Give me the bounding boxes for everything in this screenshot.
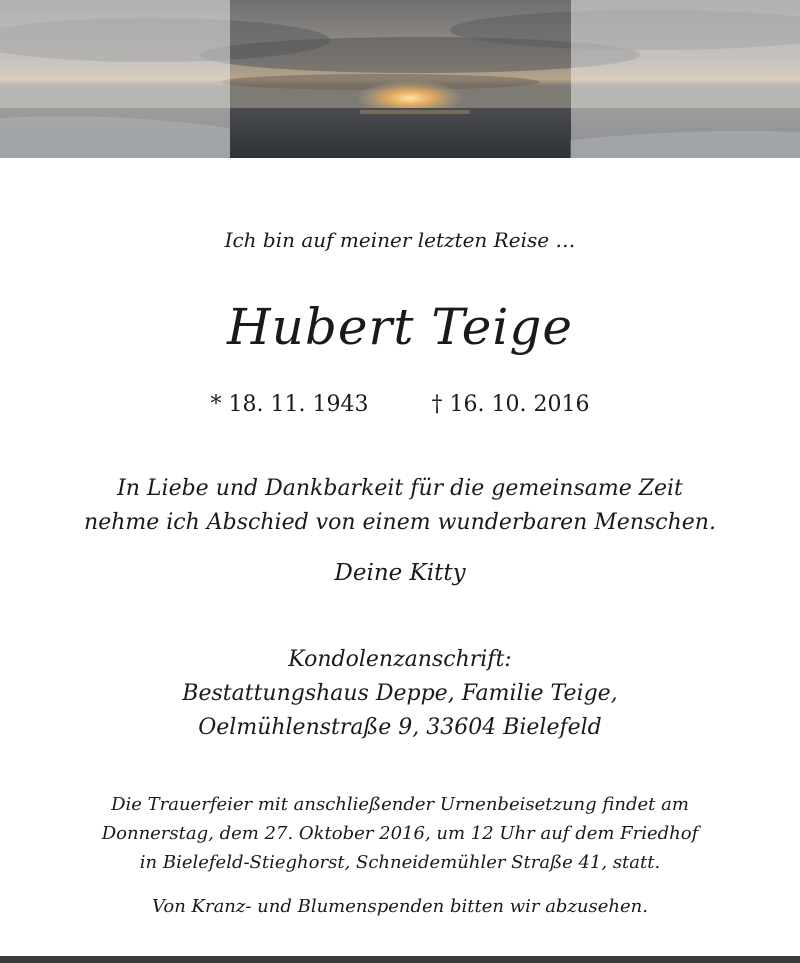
dedication-text: [0, 472, 800, 540]
signature: Deine Kitty: [334, 560, 466, 586]
condolence-address: [0, 643, 800, 745]
sunset-banner-image: [0, 0, 800, 158]
dedication-line: nehme ich Abschied von einem wunderbaren Menschen.: [84, 510, 716, 535]
banner-right-fade: [571, 0, 800, 158]
deceased-name: Hubert Teige: [227, 298, 573, 356]
banner-left-fade: [0, 0, 230, 158]
funeral-line: Die Trauerfeier mit anschließender Urnenbeisetzung findet am: [111, 794, 689, 815]
condolence-line: Bestattungshaus Deppe, Familie Teige,: [182, 681, 618, 706]
funeral-line: in Bielefeld-Stieghorst, Schneidemühler Straße 41, statt.: [139, 852, 661, 873]
intro-quote: Ich bin auf meiner letzten Reise …: [224, 228, 576, 252]
death-date: † 16. 10. 2016: [431, 392, 590, 417]
condolence-line: Oelmühlenstraße 9, 33604 Bielefeld: [198, 715, 602, 740]
dedication-line: In Liebe und Dankbarkeit für die gemeinsame Zeit: [117, 476, 683, 501]
bottom-border: [0, 956, 800, 963]
funeral-line: Donnerstag, dem 27. Oktober 2016, um 12 Uhr auf dem Friedhof: [101, 823, 699, 844]
condolence-heading: Kondolenzanschrift:: [288, 647, 512, 672]
birth-date: * 18. 11. 1943: [210, 392, 369, 417]
no-gifts-note: Von Kranz- und Blumenspenden bitten wir abzusehen.: [152, 896, 648, 917]
funeral-details: [0, 790, 800, 877]
life-dates: [0, 392, 800, 417]
